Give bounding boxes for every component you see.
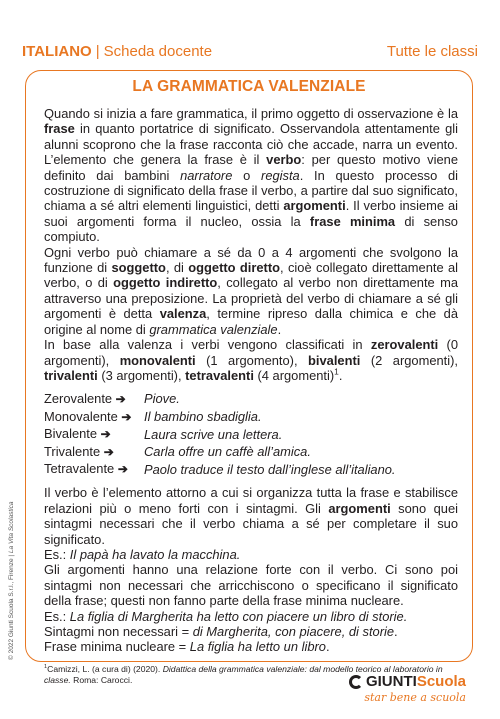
valence-label-text: Bivalente xyxy=(44,426,101,442)
italic-text: La figlia ha letto un libro xyxy=(189,639,326,655)
text-run: in quanto portatrice di significato. Osservandola attentamente gli alunni scoprono che la frase racconta ciò che accade, narra un evento. L’elemento che genera la frase è il xyxy=(44,121,458,168)
intro-paragraphs xyxy=(44,106,458,383)
bold-term: bivalenti xyxy=(308,352,361,368)
valence-row xyxy=(44,426,458,444)
arrow-right-icon: ➔ xyxy=(121,409,132,424)
paragraph xyxy=(44,547,458,562)
text-run: . Il verbo insieme ai suoi argomenti forma il nucleo, ossia la xyxy=(44,198,458,229)
valence-row xyxy=(44,408,458,426)
text-run: Frase minima nucleare = xyxy=(44,639,190,655)
logo-tagline: star bene a scuola xyxy=(364,691,466,704)
bold-term: argomenti xyxy=(328,500,391,516)
italic-text: regista xyxy=(261,167,300,183)
valence-label-text: Zerovalente xyxy=(44,390,116,406)
text-run: Roma: Carocci. xyxy=(70,674,133,685)
text-run: (1 argomento), xyxy=(195,352,309,368)
copyright-credit xyxy=(8,502,15,660)
sheet-label: Scheda docente xyxy=(103,42,213,60)
paragraph xyxy=(44,245,458,337)
bold-term: argomenti xyxy=(283,198,346,214)
valence-example: Paolo traduce il testo dall’inglese all’italiano. xyxy=(144,461,396,477)
bold-term: zerovalenti xyxy=(370,337,439,353)
text-run: . xyxy=(394,623,398,639)
card-content xyxy=(44,106,458,686)
valence-example: Laura scrive una lettera. xyxy=(144,426,283,442)
bold-term: frase minima xyxy=(309,213,396,229)
bold-term: monovalenti xyxy=(119,352,196,368)
text-run: (3 argomenti), xyxy=(97,367,186,383)
text-run: . xyxy=(325,639,330,655)
valence-example: Il bambino sbadiglia. xyxy=(144,409,262,424)
text-run: . xyxy=(277,321,282,337)
bold-term: oggetto indiretto xyxy=(113,275,218,291)
text-run: : per questo motivo viene definito dai bambini xyxy=(44,152,458,183)
page-title: LA GRAMMATICA VALENZIALE xyxy=(132,78,366,95)
text-run: di senso compiuto. xyxy=(44,213,458,245)
bold-term: valenza xyxy=(159,306,207,322)
text-run: , termine ripreso dalla chimica e che dà origine al nome di xyxy=(44,306,458,337)
italic-text: Didattica della grammatica valenziale: dal modello teorico al laboratorio in classe. xyxy=(44,663,443,685)
argument-paragraphs xyxy=(44,485,458,654)
logo-brand-main: GIUNTI xyxy=(365,673,417,690)
text-run: Il verbo è l’elemento attorno a cui si organizza tutta la frase e stabilisce relazioni più o meno forti con i sintagmi. Gli xyxy=(44,485,458,516)
text-run: Quando si inizia a fare grammatica, il primo oggetto di osservazione è la xyxy=(44,106,458,121)
text-run: , collegato al verbo non direttamente ma attraverso una preposizione. La proprietà del verbo di chiamare a sé gli argomenti è detta xyxy=(44,275,458,322)
text-run: Gli argomenti hanno una relazione forte con il verbo. Ci sono poi sintagmi non necessari che arricchiscono o specificano il significato della frase; questi non fanno parte della frase minima nucleare. xyxy=(44,562,458,609)
text-run: . xyxy=(338,367,343,383)
valence-label-text: Monovalente xyxy=(44,408,122,424)
valence-example: Carla offre un caffè all’amica. xyxy=(144,444,311,460)
text-run: In base alla valenza i verbi vengono classificati in xyxy=(44,337,371,353)
header-separator: | xyxy=(95,42,100,60)
arrow-right-icon: ➔ xyxy=(115,391,126,406)
italic-text: La figlia di Margherita ha letto con piacere un libro di storie. xyxy=(69,608,408,624)
valence-examples xyxy=(44,390,458,478)
bold-term: soggetto xyxy=(111,260,166,276)
valence-row xyxy=(44,443,458,461)
logo-brand-accent: Scuola xyxy=(416,673,466,690)
text-run: Es.: xyxy=(44,546,70,562)
page-header xyxy=(22,40,478,62)
valence-label-text: Trivalente xyxy=(44,443,104,459)
paragraph xyxy=(44,485,458,547)
text-run: (0 argomenti), xyxy=(44,337,458,368)
italic-text: di Margherita, con piacere, di storie xyxy=(192,623,395,639)
text-run: (2 argomenti), xyxy=(360,352,458,368)
text-run: Camizzi, L. (a cura di) (2020). xyxy=(47,663,163,674)
italic-text: narratore xyxy=(180,167,233,183)
footnote-marker: 1 xyxy=(44,663,48,670)
text-run: o xyxy=(232,167,262,183)
valence-label xyxy=(44,461,144,477)
text-run: , cioè collegato direttamente al verbo, o di xyxy=(44,260,459,291)
header-left xyxy=(22,43,212,60)
valence-label xyxy=(44,391,144,407)
footnote-marker: 1 xyxy=(334,366,339,377)
logo-brand xyxy=(346,673,466,690)
valence-row xyxy=(44,461,458,479)
paragraph xyxy=(44,609,458,624)
paragraph xyxy=(44,624,458,639)
giunti-scuola-logo xyxy=(346,673,466,704)
valence-label xyxy=(44,426,144,442)
text-run: . In questo processo di costruzione di significato della frase il verbo, a partire dal suo significato, chiama a sé altri elementi linguistici, detti xyxy=(44,167,459,214)
bold-term: verbo xyxy=(266,152,302,168)
text-run: (4 argomenti) xyxy=(253,367,335,383)
valence-label-text: Tetravalente xyxy=(44,461,118,477)
arrow-right-icon: ➔ xyxy=(100,427,111,442)
text-run: , di xyxy=(165,260,189,276)
valence-example: Piove. xyxy=(144,391,180,407)
paragraph xyxy=(44,337,458,383)
paragraph xyxy=(44,106,458,245)
bold-term: frase xyxy=(44,121,75,137)
audience-label: Tutte le classi xyxy=(386,42,478,60)
bold-term: oggetto diretto xyxy=(188,260,281,276)
text-run: Sintagmi non necessari = xyxy=(44,623,193,639)
valence-row xyxy=(44,390,458,408)
text-run: Ogni verbo può chiamare a sé da 0 a 4 argomenti che svolgono la funzione di xyxy=(44,244,458,276)
subject-label: ITALIANO xyxy=(22,42,92,60)
paragraph xyxy=(44,639,458,654)
valence-label xyxy=(44,444,144,460)
italic-text: Il papà ha lavato la macchina. xyxy=(69,546,241,562)
bold-term: tetravalenti xyxy=(185,367,254,383)
giunti-g-icon xyxy=(349,675,363,689)
valence-label xyxy=(44,409,144,425)
paragraph xyxy=(44,562,458,608)
text-run: sono quei sintagmi necessari che il verbo chiama a sé per completare il suo significato. xyxy=(44,500,458,547)
arrow-right-icon: ➔ xyxy=(103,444,114,459)
text-run: © 2022 Giunti Scuola S.r.l., Firenze | xyxy=(8,553,15,660)
text-run: Es.: xyxy=(44,608,70,624)
italic-text: grammatica valenziale xyxy=(149,321,278,337)
italic-text: La Vita Scolastica xyxy=(8,501,15,554)
arrow-right-icon: ➔ xyxy=(117,462,128,477)
bold-term: trivalenti xyxy=(44,367,98,383)
